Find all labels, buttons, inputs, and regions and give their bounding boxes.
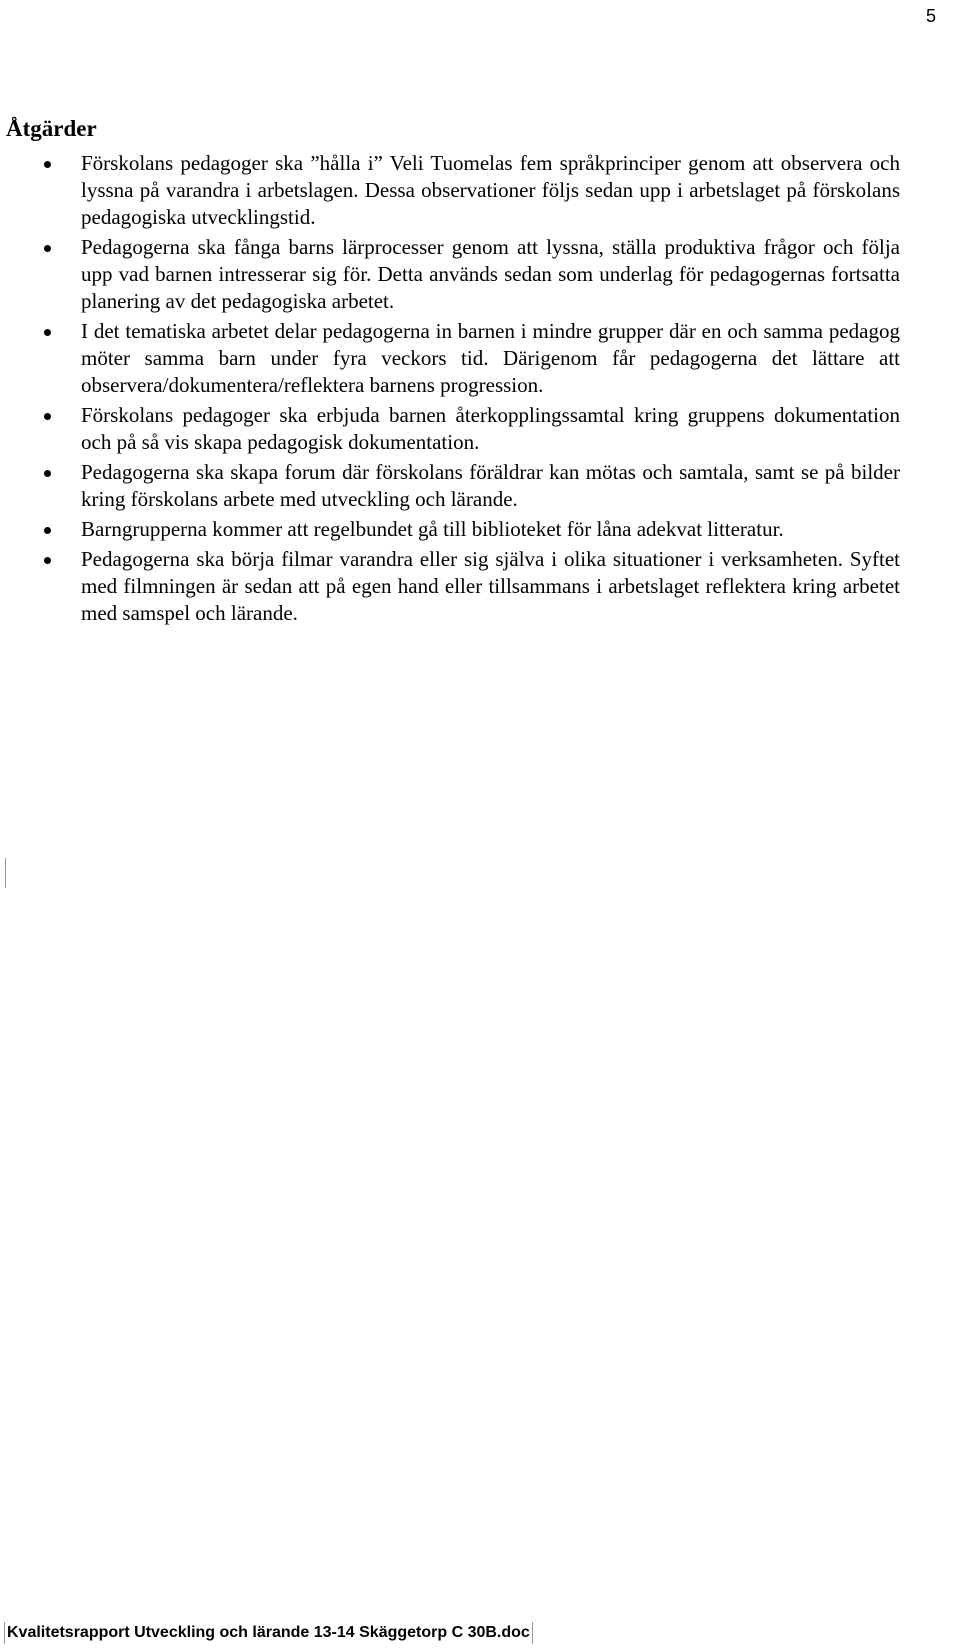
list-item-text: Pedagogerna ska skapa forum där förskolans föräldrar kan mötas och samtala, samt se på bilder kring förskolans arbete med utveckling och lärande.: [81, 460, 900, 511]
list-item: [0, 318, 900, 399]
action-list: [0, 150, 900, 630]
margin-mark: [5, 858, 6, 888]
page-number: 5: [925, 6, 936, 26]
list-item-text: Förskolans pedagoger ska erbjuda barnen återkopplingssamtal kring gruppens dokumentation och på så vis skapa pedagogisk dokumentation.: [81, 403, 900, 454]
list-item-text: Barngrupperna kommer att regelbundet gå till biblioteket för låna adekvat litteratur.: [81, 517, 784, 541]
bullet-icon: [44, 329, 51, 336]
bullet-icon: [44, 161, 51, 168]
section-heading: Åtgärder: [6, 116, 97, 141]
list-item: [0, 459, 900, 513]
bullet-icon: [44, 557, 51, 564]
bullet-icon: [44, 245, 51, 252]
list-item-text: I det tematiska arbetet delar pedagogerna in barnen i mindre grupper där en och samma pedagog möter samma barn under fyra veckors tid. Därigenom får pedagogerna det lättare att observera/dokumentera/reflektera barnens progression.: [81, 319, 900, 397]
list-item: [0, 234, 900, 315]
bullet-icon: [44, 413, 51, 420]
list-item-text: Förskolans pedagoger ska ”hålla i” Veli Tuomelas fem språkprinciper genom att observera och lyssna på varandra i arbetslagen. Dessa observationer följs sedan upp i arbetslaget på förskolans pedagogiska utvecklingstid.: [81, 151, 900, 229]
list-item-text: Pedagogerna ska fånga barns lärprocesser genom att lyssna, ställa produktiva frågor och följa upp vad barnen intresserar sig för. Detta används sedan som underlag för pedagogernas fortsatta planering av det pedagogiska arbetet.: [81, 235, 900, 313]
list-item-text: Pedagogerna ska börja filmar varandra eller sig själva i olika situationer i verksamheten. Syftet med filmningen är sedan att på egen hand eller tillsammans i arbetslaget reflektera kring arbetet med samspel och lärande.: [81, 547, 900, 625]
footer-filename: Kvalitetsrapport Utveckling och lärande 13-14 Skäggetorp C 30B.doc: [4, 1622, 533, 1644]
list-item: [0, 516, 900, 543]
list-item: [0, 546, 900, 627]
bullet-icon: [44, 527, 51, 534]
bullet-icon: [44, 470, 51, 477]
list-item: [0, 150, 900, 231]
list-item: [0, 402, 900, 456]
